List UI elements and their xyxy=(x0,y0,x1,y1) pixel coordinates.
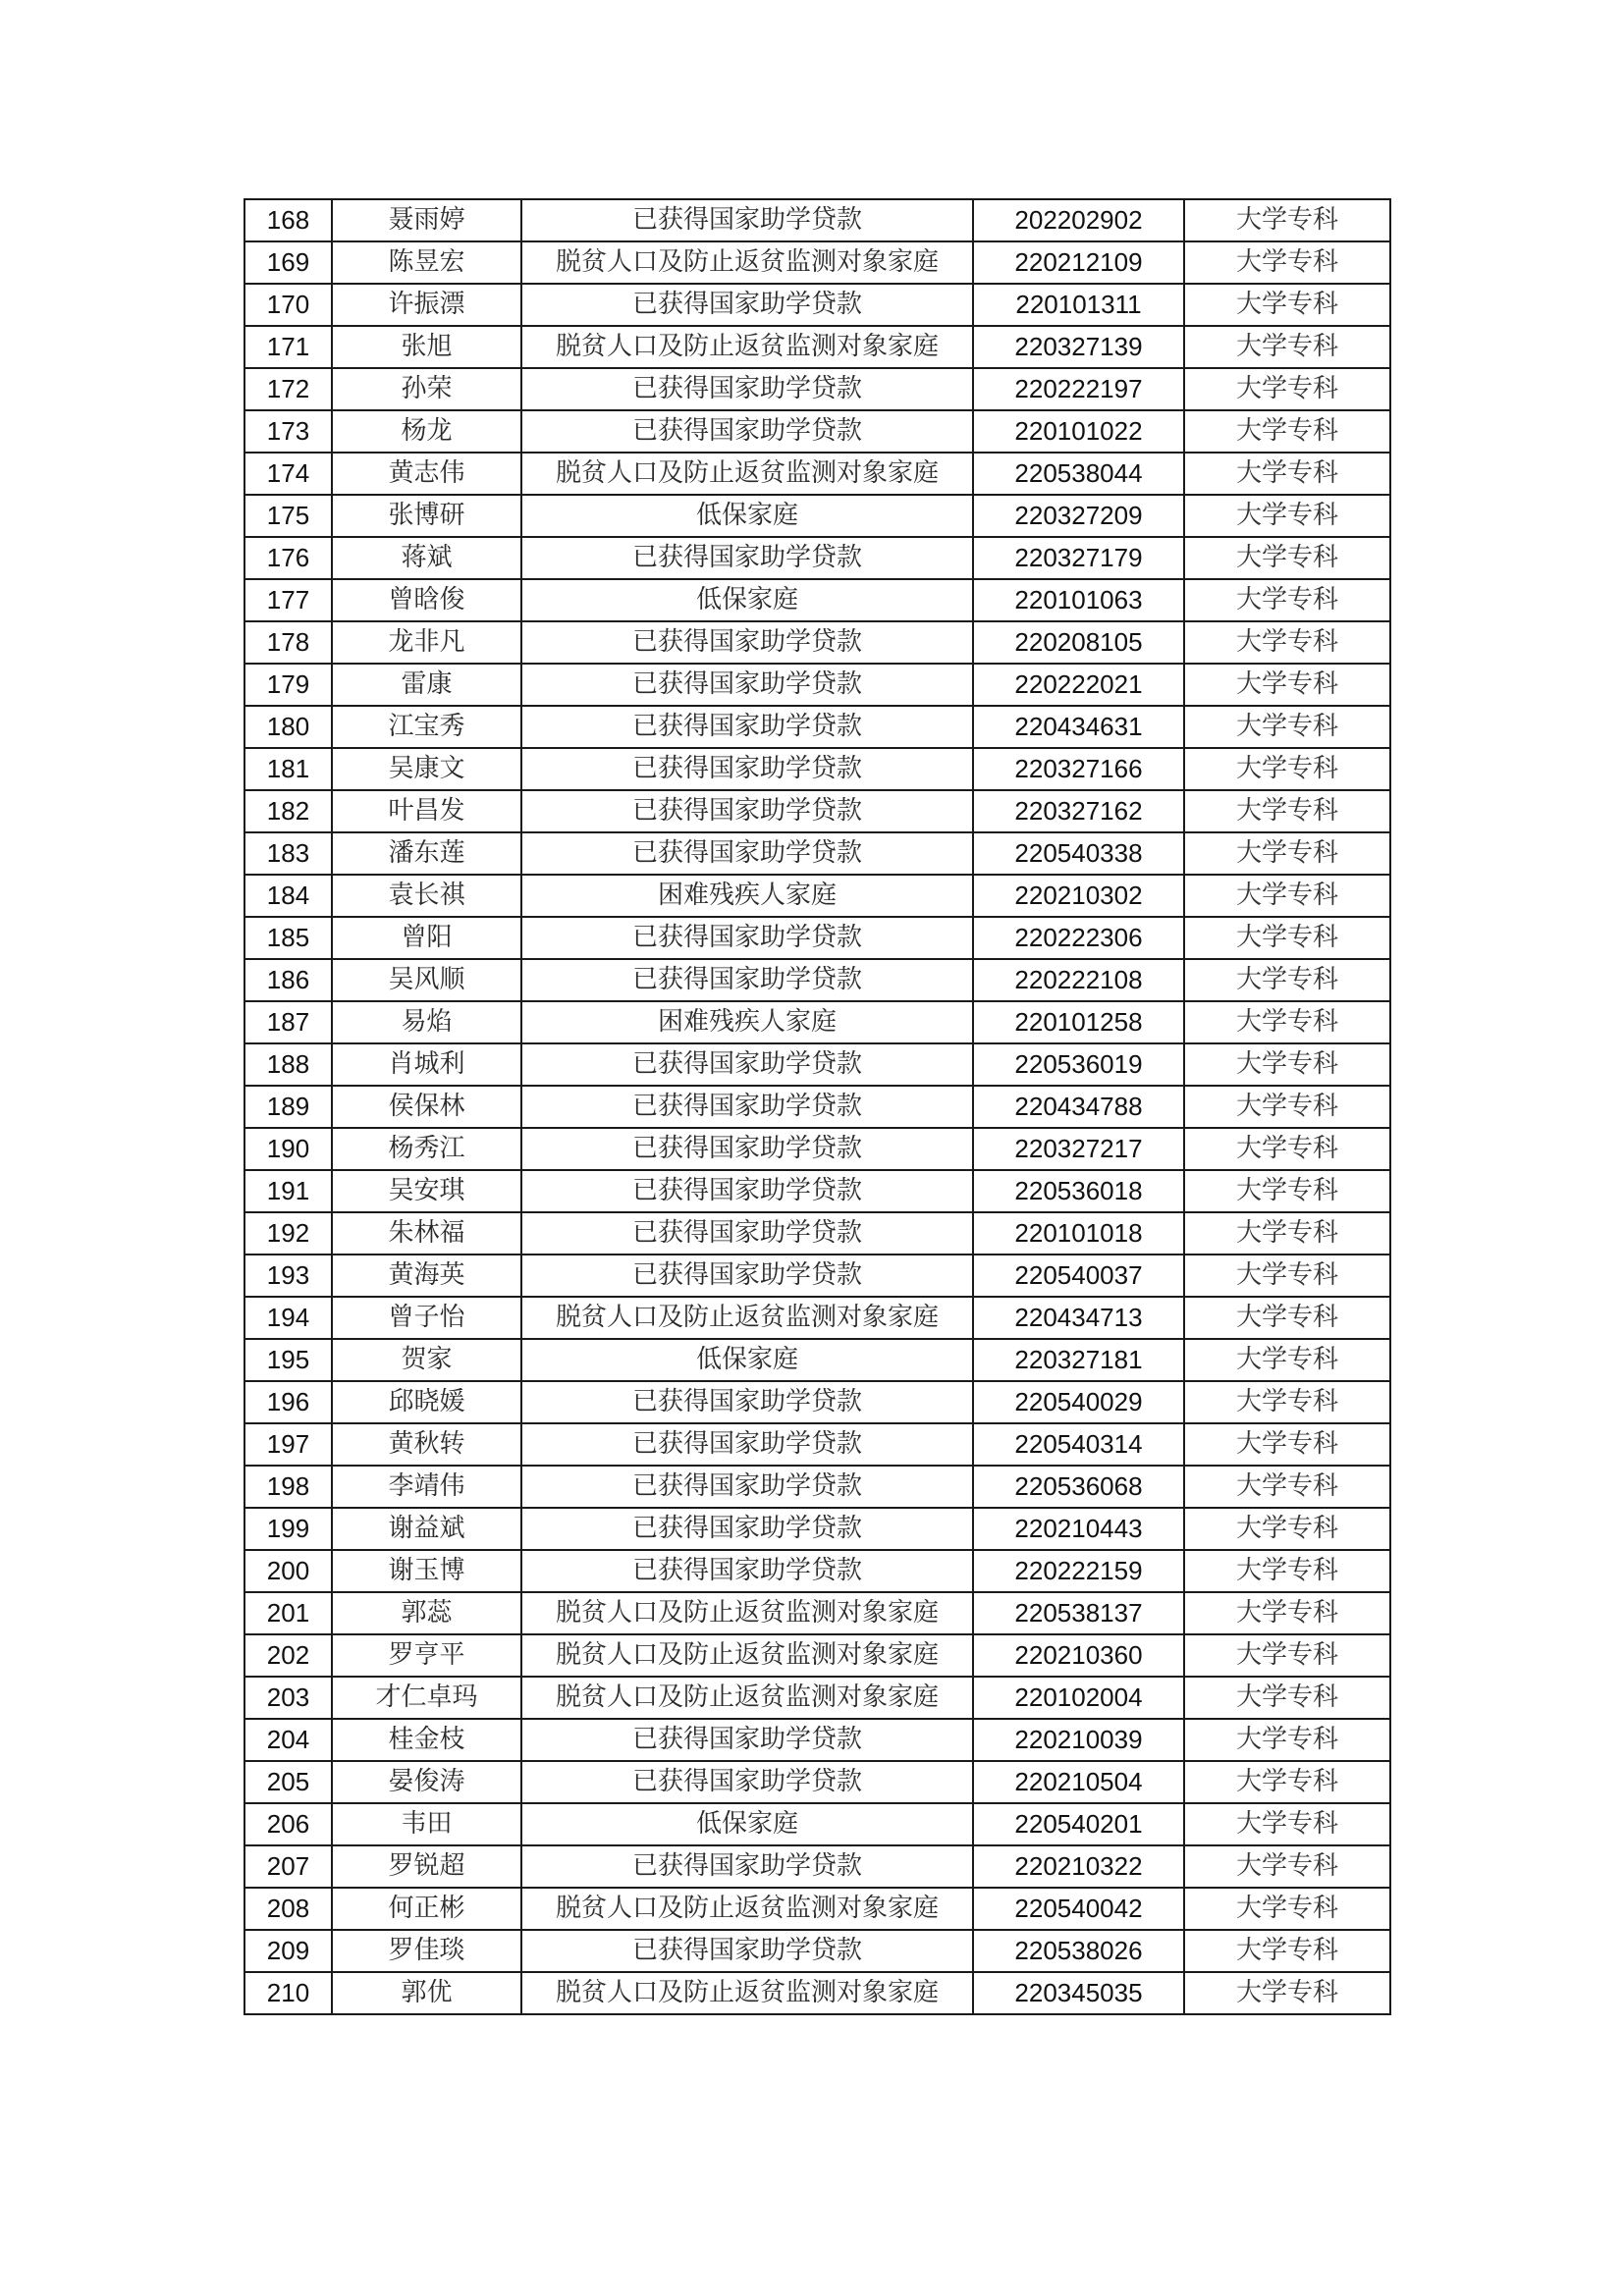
table-row xyxy=(244,917,1390,959)
table-row xyxy=(244,1255,1390,1297)
student-name-cell: 龙非凡 xyxy=(332,621,521,664)
education-level-cell: 大学专科 xyxy=(1184,1255,1390,1297)
table-row xyxy=(244,241,1390,284)
student-id-cell: 220212109 xyxy=(973,241,1184,284)
student-id-cell: 220538026 xyxy=(973,1930,1184,1972)
table-row xyxy=(244,495,1390,537)
hardship-type-cell: 低保家庭 xyxy=(521,1339,973,1381)
education-level-cell: 大学专科 xyxy=(1184,1086,1390,1128)
student-id-cell: 220345035 xyxy=(973,1972,1184,2014)
student-name-cell: 曾子怡 xyxy=(332,1297,521,1339)
student-id-cell: 220536019 xyxy=(973,1043,1184,1086)
student-name-cell: 贺家 xyxy=(332,1339,521,1381)
row-number-cell: 185 xyxy=(244,917,332,959)
student-name-cell: 罗锐超 xyxy=(332,1845,521,1888)
education-level-cell: 大学专科 xyxy=(1184,1212,1390,1255)
table-row xyxy=(244,1043,1390,1086)
education-level-cell: 大学专科 xyxy=(1184,241,1390,284)
table-row xyxy=(244,579,1390,621)
student-id-cell: 220210443 xyxy=(973,1508,1184,1550)
education-level-cell: 大学专科 xyxy=(1184,495,1390,537)
education-level-cell: 大学专科 xyxy=(1184,326,1390,368)
row-number-cell: 197 xyxy=(244,1423,332,1466)
table-row xyxy=(244,1719,1390,1761)
row-number-cell: 193 xyxy=(244,1255,332,1297)
row-number-cell: 170 xyxy=(244,284,332,326)
student-name-cell: 吴安琪 xyxy=(332,1170,521,1212)
student-id-cell: 220210504 xyxy=(973,1761,1184,1803)
hardship-type-cell: 已获得国家助学贷款 xyxy=(521,1550,973,1592)
table-row xyxy=(244,706,1390,748)
row-number-cell: 210 xyxy=(244,1972,332,2014)
hardship-type-cell: 脱贫人口及防止返贫监测对象家庭 xyxy=(521,1634,973,1677)
education-level-cell: 大学专科 xyxy=(1184,1930,1390,1972)
education-level-cell: 大学专科 xyxy=(1184,1761,1390,1803)
hardship-type-cell: 已获得国家助学贷款 xyxy=(521,410,973,453)
student-id-cell: 220327181 xyxy=(973,1339,1184,1381)
hardship-type-cell: 已获得国家助学贷款 xyxy=(521,537,973,579)
education-level-cell: 大学专科 xyxy=(1184,1719,1390,1761)
hardship-type-cell: 低保家庭 xyxy=(521,579,973,621)
student-id-cell: 202202902 xyxy=(973,199,1184,241)
row-number-cell: 179 xyxy=(244,664,332,706)
row-number-cell: 205 xyxy=(244,1761,332,1803)
student-name-cell: 朱林福 xyxy=(332,1212,521,1255)
table-row xyxy=(244,1803,1390,1845)
student-id-cell: 220210302 xyxy=(973,875,1184,917)
row-number-cell: 206 xyxy=(244,1803,332,1845)
student-id-cell: 220540314 xyxy=(973,1423,1184,1466)
row-number-cell: 194 xyxy=(244,1297,332,1339)
row-number-cell: 204 xyxy=(244,1719,332,1761)
table-row xyxy=(244,1930,1390,1972)
education-level-cell: 大学专科 xyxy=(1184,410,1390,453)
student-name-cell: 黄志伟 xyxy=(332,453,521,495)
student-name-cell: 黄秋转 xyxy=(332,1423,521,1466)
hardship-type-cell: 低保家庭 xyxy=(521,495,973,537)
student-name-cell: 何正彬 xyxy=(332,1888,521,1930)
education-level-cell: 大学专科 xyxy=(1184,1592,1390,1634)
student-name-cell: 聂雨婷 xyxy=(332,199,521,241)
row-number-cell: 181 xyxy=(244,748,332,790)
student-name-cell: 李靖伟 xyxy=(332,1466,521,1508)
student-name-cell: 许振漂 xyxy=(332,284,521,326)
student-name-cell: 陈昱宏 xyxy=(332,241,521,284)
row-number-cell: 169 xyxy=(244,241,332,284)
student-name-cell: 曾阳 xyxy=(332,917,521,959)
student-name-cell: 晏俊涛 xyxy=(332,1761,521,1803)
education-level-cell: 大学专科 xyxy=(1184,537,1390,579)
row-number-cell: 184 xyxy=(244,875,332,917)
student-name-cell: 孙荣 xyxy=(332,368,521,410)
table-row xyxy=(244,199,1390,241)
hardship-type-cell: 已获得国家助学贷款 xyxy=(521,368,973,410)
table-row xyxy=(244,1550,1390,1592)
student-name-cell: 侯保林 xyxy=(332,1086,521,1128)
row-number-cell: 177 xyxy=(244,579,332,621)
table-row xyxy=(244,959,1390,1001)
hardship-type-cell: 脱贫人口及防止返贫监测对象家庭 xyxy=(521,1888,973,1930)
education-level-cell: 大学专科 xyxy=(1184,832,1390,875)
student-id-cell: 220222021 xyxy=(973,664,1184,706)
row-number-cell: 207 xyxy=(244,1845,332,1888)
hardship-type-cell: 困难残疾人家庭 xyxy=(521,875,973,917)
row-number-cell: 186 xyxy=(244,959,332,1001)
table-row xyxy=(244,1677,1390,1719)
student-name-cell: 郭蕊 xyxy=(332,1592,521,1634)
student-id-cell: 220327179 xyxy=(973,537,1184,579)
row-number-cell: 198 xyxy=(244,1466,332,1508)
hardship-type-cell: 已获得国家助学贷款 xyxy=(521,832,973,875)
hardship-type-cell: 已获得国家助学贷款 xyxy=(521,959,973,1001)
education-level-cell: 大学专科 xyxy=(1184,199,1390,241)
student-name-cell: 叶昌发 xyxy=(332,790,521,832)
hardship-type-cell: 困难残疾人家庭 xyxy=(521,1001,973,1043)
hardship-type-cell: 已获得国家助学贷款 xyxy=(521,1466,973,1508)
hardship-type-cell: 已获得国家助学贷款 xyxy=(521,1255,973,1297)
hardship-type-cell: 已获得国家助学贷款 xyxy=(521,1508,973,1550)
table-row xyxy=(244,1592,1390,1634)
student-name-cell: 吴风顺 xyxy=(332,959,521,1001)
hardship-type-cell: 脱贫人口及防止返贫监测对象家庭 xyxy=(521,1297,973,1339)
hardship-type-cell: 已获得国家助学贷款 xyxy=(521,1761,973,1803)
table-body xyxy=(244,199,1390,2014)
student-aid-table xyxy=(244,198,1391,2015)
table-row xyxy=(244,1297,1390,1339)
student-name-cell: 罗亨平 xyxy=(332,1634,521,1677)
student-id-cell: 220327209 xyxy=(973,495,1184,537)
student-id-cell: 220536018 xyxy=(973,1170,1184,1212)
hardship-type-cell: 已获得国家助学贷款 xyxy=(521,790,973,832)
student-id-cell: 220210322 xyxy=(973,1845,1184,1888)
education-level-cell: 大学专科 xyxy=(1184,368,1390,410)
student-name-cell: 蒋斌 xyxy=(332,537,521,579)
row-number-cell: 195 xyxy=(244,1339,332,1381)
hardship-type-cell: 低保家庭 xyxy=(521,1803,973,1845)
student-name-cell: 吴康文 xyxy=(332,748,521,790)
row-number-cell: 182 xyxy=(244,790,332,832)
student-id-cell: 220327162 xyxy=(973,790,1184,832)
row-number-cell: 203 xyxy=(244,1677,332,1719)
hardship-type-cell: 已获得国家助学贷款 xyxy=(521,917,973,959)
hardship-type-cell: 已获得国家助学贷款 xyxy=(521,706,973,748)
student-id-cell: 220327139 xyxy=(973,326,1184,368)
student-id-cell: 220222306 xyxy=(973,917,1184,959)
education-level-cell: 大学专科 xyxy=(1184,1001,1390,1043)
table-row xyxy=(244,410,1390,453)
row-number-cell: 176 xyxy=(244,537,332,579)
student-name-cell: 杨龙 xyxy=(332,410,521,453)
table-row xyxy=(244,1972,1390,2014)
row-number-cell: 189 xyxy=(244,1086,332,1128)
hardship-type-cell: 已获得国家助学贷款 xyxy=(521,199,973,241)
table-row xyxy=(244,1761,1390,1803)
education-level-cell: 大学专科 xyxy=(1184,1634,1390,1677)
student-id-cell: 220101018 xyxy=(973,1212,1184,1255)
student-id-cell: 220434713 xyxy=(973,1297,1184,1339)
row-number-cell: 174 xyxy=(244,453,332,495)
student-id-cell: 220210039 xyxy=(973,1719,1184,1761)
hardship-type-cell: 已获得国家助学贷款 xyxy=(521,1086,973,1128)
student-id-cell: 220222159 xyxy=(973,1550,1184,1592)
education-level-cell: 大学专科 xyxy=(1184,579,1390,621)
student-id-cell: 220101063 xyxy=(973,579,1184,621)
row-number-cell: 196 xyxy=(244,1381,332,1423)
student-id-cell: 220540042 xyxy=(973,1888,1184,1930)
education-level-cell: 大学专科 xyxy=(1184,453,1390,495)
student-name-cell: 黄海英 xyxy=(332,1255,521,1297)
table-row xyxy=(244,832,1390,875)
row-number-cell: 201 xyxy=(244,1592,332,1634)
table-row xyxy=(244,453,1390,495)
student-name-cell: 才仁卓玛 xyxy=(332,1677,521,1719)
hardship-type-cell: 已获得国家助学贷款 xyxy=(521,621,973,664)
hardship-type-cell: 脱贫人口及防止返贫监测对象家庭 xyxy=(521,1677,973,1719)
education-level-cell: 大学专科 xyxy=(1184,621,1390,664)
student-name-cell: 罗佳琰 xyxy=(332,1930,521,1972)
education-level-cell: 大学专科 xyxy=(1184,1550,1390,1592)
education-level-cell: 大学专科 xyxy=(1184,875,1390,917)
table-row xyxy=(244,284,1390,326)
table-row xyxy=(244,1001,1390,1043)
hardship-type-cell: 已获得国家助学贷款 xyxy=(521,1128,973,1170)
student-name-cell: 韦田 xyxy=(332,1803,521,1845)
hardship-type-cell: 已获得国家助学贷款 xyxy=(521,1170,973,1212)
table-row xyxy=(244,875,1390,917)
student-name-cell: 桂金枝 xyxy=(332,1719,521,1761)
row-number-cell: 199 xyxy=(244,1508,332,1550)
table-row xyxy=(244,1888,1390,1930)
table-row xyxy=(244,1128,1390,1170)
student-id-cell: 220434788 xyxy=(973,1086,1184,1128)
education-level-cell: 大学专科 xyxy=(1184,1972,1390,2014)
hardship-type-cell: 已获得国家助学贷款 xyxy=(521,748,973,790)
education-level-cell: 大学专科 xyxy=(1184,664,1390,706)
row-number-cell: 202 xyxy=(244,1634,332,1677)
table-row xyxy=(244,1086,1390,1128)
hardship-type-cell: 已获得国家助学贷款 xyxy=(521,284,973,326)
table-row xyxy=(244,1423,1390,1466)
table-row xyxy=(244,664,1390,706)
education-level-cell: 大学专科 xyxy=(1184,1508,1390,1550)
student-name-cell: 易焰 xyxy=(332,1001,521,1043)
student-name-cell: 谢玉博 xyxy=(332,1550,521,1592)
table-row xyxy=(244,1508,1390,1550)
education-level-cell: 大学专科 xyxy=(1184,1381,1390,1423)
table-row xyxy=(244,537,1390,579)
student-id-cell: 220101258 xyxy=(973,1001,1184,1043)
education-level-cell: 大学专科 xyxy=(1184,1423,1390,1466)
student-name-cell: 雷康 xyxy=(332,664,521,706)
table-row xyxy=(244,1466,1390,1508)
table-row xyxy=(244,1845,1390,1888)
education-level-cell: 大学专科 xyxy=(1184,1803,1390,1845)
row-number-cell: 192 xyxy=(244,1212,332,1255)
education-level-cell: 大学专科 xyxy=(1184,1339,1390,1381)
student-id-cell: 220101311 xyxy=(973,284,1184,326)
row-number-cell: 188 xyxy=(244,1043,332,1086)
row-number-cell: 183 xyxy=(244,832,332,875)
row-number-cell: 190 xyxy=(244,1128,332,1170)
hardship-type-cell: 已获得国家助学贷款 xyxy=(521,1719,973,1761)
education-level-cell: 大学专科 xyxy=(1184,1466,1390,1508)
table-row xyxy=(244,1212,1390,1255)
student-id-cell: 220327217 xyxy=(973,1128,1184,1170)
student-name-cell: 杨秀江 xyxy=(332,1128,521,1170)
student-name-cell: 肖城利 xyxy=(332,1043,521,1086)
row-number-cell: 180 xyxy=(244,706,332,748)
table-row xyxy=(244,326,1390,368)
student-id-cell: 220538137 xyxy=(973,1592,1184,1634)
education-level-cell: 大学专科 xyxy=(1184,959,1390,1001)
hardship-type-cell: 已获得国家助学贷款 xyxy=(521,1043,973,1086)
student-id-cell: 220540029 xyxy=(973,1381,1184,1423)
hardship-type-cell: 已获得国家助学贷款 xyxy=(521,1212,973,1255)
student-name-cell: 潘东莲 xyxy=(332,832,521,875)
row-number-cell: 173 xyxy=(244,410,332,453)
student-id-cell: 220540037 xyxy=(973,1255,1184,1297)
row-number-cell: 209 xyxy=(244,1930,332,1972)
student-id-cell: 220538044 xyxy=(973,453,1184,495)
student-id-cell: 220536068 xyxy=(973,1466,1184,1508)
student-id-cell: 220208105 xyxy=(973,621,1184,664)
table-row xyxy=(244,368,1390,410)
education-level-cell: 大学专科 xyxy=(1184,706,1390,748)
row-number-cell: 208 xyxy=(244,1888,332,1930)
table-row xyxy=(244,748,1390,790)
student-name-cell: 曾晗俊 xyxy=(332,579,521,621)
education-level-cell: 大学专科 xyxy=(1184,284,1390,326)
education-level-cell: 大学专科 xyxy=(1184,1888,1390,1930)
student-name-cell: 张博研 xyxy=(332,495,521,537)
student-id-cell: 220327166 xyxy=(973,748,1184,790)
row-number-cell: 200 xyxy=(244,1550,332,1592)
student-id-cell: 220540201 xyxy=(973,1803,1184,1845)
table-row xyxy=(244,1634,1390,1677)
table-row xyxy=(244,621,1390,664)
table-row xyxy=(244,1339,1390,1381)
student-name-cell: 邱晓媛 xyxy=(332,1381,521,1423)
row-number-cell: 172 xyxy=(244,368,332,410)
student-id-cell: 220222197 xyxy=(973,368,1184,410)
education-level-cell: 大学专科 xyxy=(1184,790,1390,832)
student-id-cell: 220102004 xyxy=(973,1677,1184,1719)
education-level-cell: 大学专科 xyxy=(1184,1677,1390,1719)
row-number-cell: 171 xyxy=(244,326,332,368)
education-level-cell: 大学专科 xyxy=(1184,1297,1390,1339)
table-row xyxy=(244,1381,1390,1423)
education-level-cell: 大学专科 xyxy=(1184,748,1390,790)
student-id-cell: 220540338 xyxy=(973,832,1184,875)
row-number-cell: 175 xyxy=(244,495,332,537)
row-number-cell: 168 xyxy=(244,199,332,241)
hardship-type-cell: 脱贫人口及防止返贫监测对象家庭 xyxy=(521,241,973,284)
hardship-type-cell: 脱贫人口及防止返贫监测对象家庭 xyxy=(521,326,973,368)
education-level-cell: 大学专科 xyxy=(1184,917,1390,959)
student-id-cell: 220222108 xyxy=(973,959,1184,1001)
student-name-cell: 袁长祺 xyxy=(332,875,521,917)
hardship-type-cell: 脱贫人口及防止返贫监测对象家庭 xyxy=(521,453,973,495)
education-level-cell: 大学专科 xyxy=(1184,1845,1390,1888)
student-name-cell: 江宝秀 xyxy=(332,706,521,748)
education-level-cell: 大学专科 xyxy=(1184,1128,1390,1170)
student-id-cell: 220101022 xyxy=(973,410,1184,453)
table-row xyxy=(244,790,1390,832)
row-number-cell: 191 xyxy=(244,1170,332,1212)
student-name-cell: 郭优 xyxy=(332,1972,521,2014)
student-name-cell: 谢益斌 xyxy=(332,1508,521,1550)
student-id-cell: 220210360 xyxy=(973,1634,1184,1677)
hardship-type-cell: 已获得国家助学贷款 xyxy=(521,664,973,706)
table-row xyxy=(244,1170,1390,1212)
education-level-cell: 大学专科 xyxy=(1184,1043,1390,1086)
education-level-cell: 大学专科 xyxy=(1184,1170,1390,1212)
hardship-type-cell: 已获得国家助学贷款 xyxy=(521,1845,973,1888)
row-number-cell: 187 xyxy=(244,1001,332,1043)
hardship-type-cell: 已获得国家助学贷款 xyxy=(521,1423,973,1466)
hardship-type-cell: 已获得国家助学贷款 xyxy=(521,1930,973,1972)
hardship-type-cell: 脱贫人口及防止返贫监测对象家庭 xyxy=(521,1592,973,1634)
student-id-cell: 220434631 xyxy=(973,706,1184,748)
row-number-cell: 178 xyxy=(244,621,332,664)
student-name-cell: 张旭 xyxy=(332,326,521,368)
hardship-type-cell: 脱贫人口及防止返贫监测对象家庭 xyxy=(521,1972,973,2014)
hardship-type-cell: 已获得国家助学贷款 xyxy=(521,1381,973,1423)
